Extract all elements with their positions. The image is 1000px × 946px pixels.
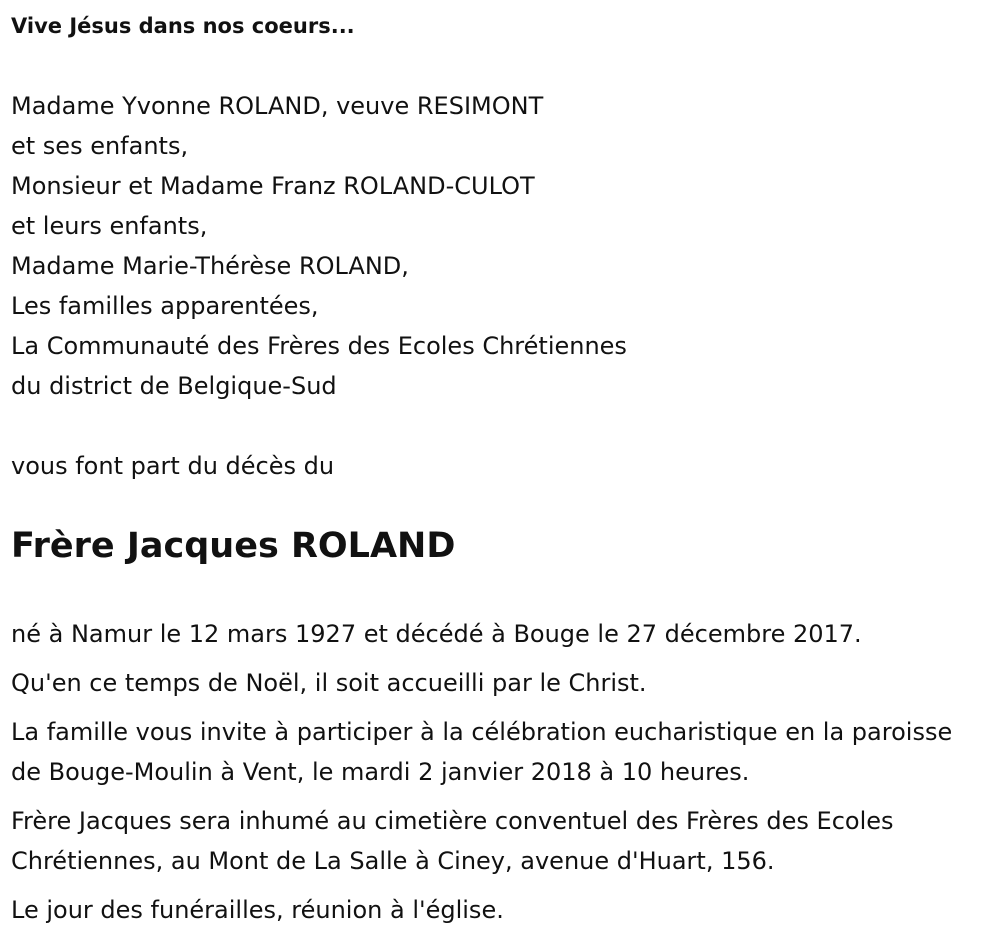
meeting-paragraph: Le jour des funérailles, réunion à l'église. (11, 896, 504, 924)
birth-death-paragraph: né à Namur le 12 mars 1927 et décédé à Bouge le 27 décembre 2017. (11, 620, 862, 648)
family-line: Monsieur et Madame Franz ROLAND-CULOT (11, 172, 535, 200)
motto-heading: Vive Jésus dans nos coeurs... (11, 14, 355, 38)
announcement-text: vous font part du décès du (11, 452, 335, 480)
family-line: Madame Yvonne ROLAND, veuve RESIMONT (11, 92, 544, 120)
christmas-paragraph: Qu'en ce temps de Noël, il soit accueilli par le Christ. (11, 669, 647, 697)
ceremony-paragraph: La famille vous invite à participer à la célébration eucharistique en la paroisse de Bouge-Moulin à Vent, le mardi 2 janvier 2018 à 10 heures. (11, 718, 953, 786)
family-line: Les familles apparentées, (11, 292, 319, 320)
family-list (11, 86, 627, 406)
family-line: La Communauté des Frères des Ecoles Chrétiennes (11, 332, 627, 360)
family-line: du district de Belgique-Sud (11, 372, 337, 400)
family-line: et leurs enfants, (11, 212, 208, 240)
details-section (11, 614, 986, 939)
family-line: et ses enfants, (11, 132, 189, 160)
deceased-name: Frère Jacques ROLAND (11, 526, 456, 566)
burial-paragraph: Frère Jacques sera inhumé au cimetière conventuel des Frères des Ecoles Chrétiennes, au Mont de La Salle à Ciney, avenue d'Huart, 156. (11, 807, 894, 875)
family-line: Madame Marie-Thérèse ROLAND, (11, 252, 409, 280)
